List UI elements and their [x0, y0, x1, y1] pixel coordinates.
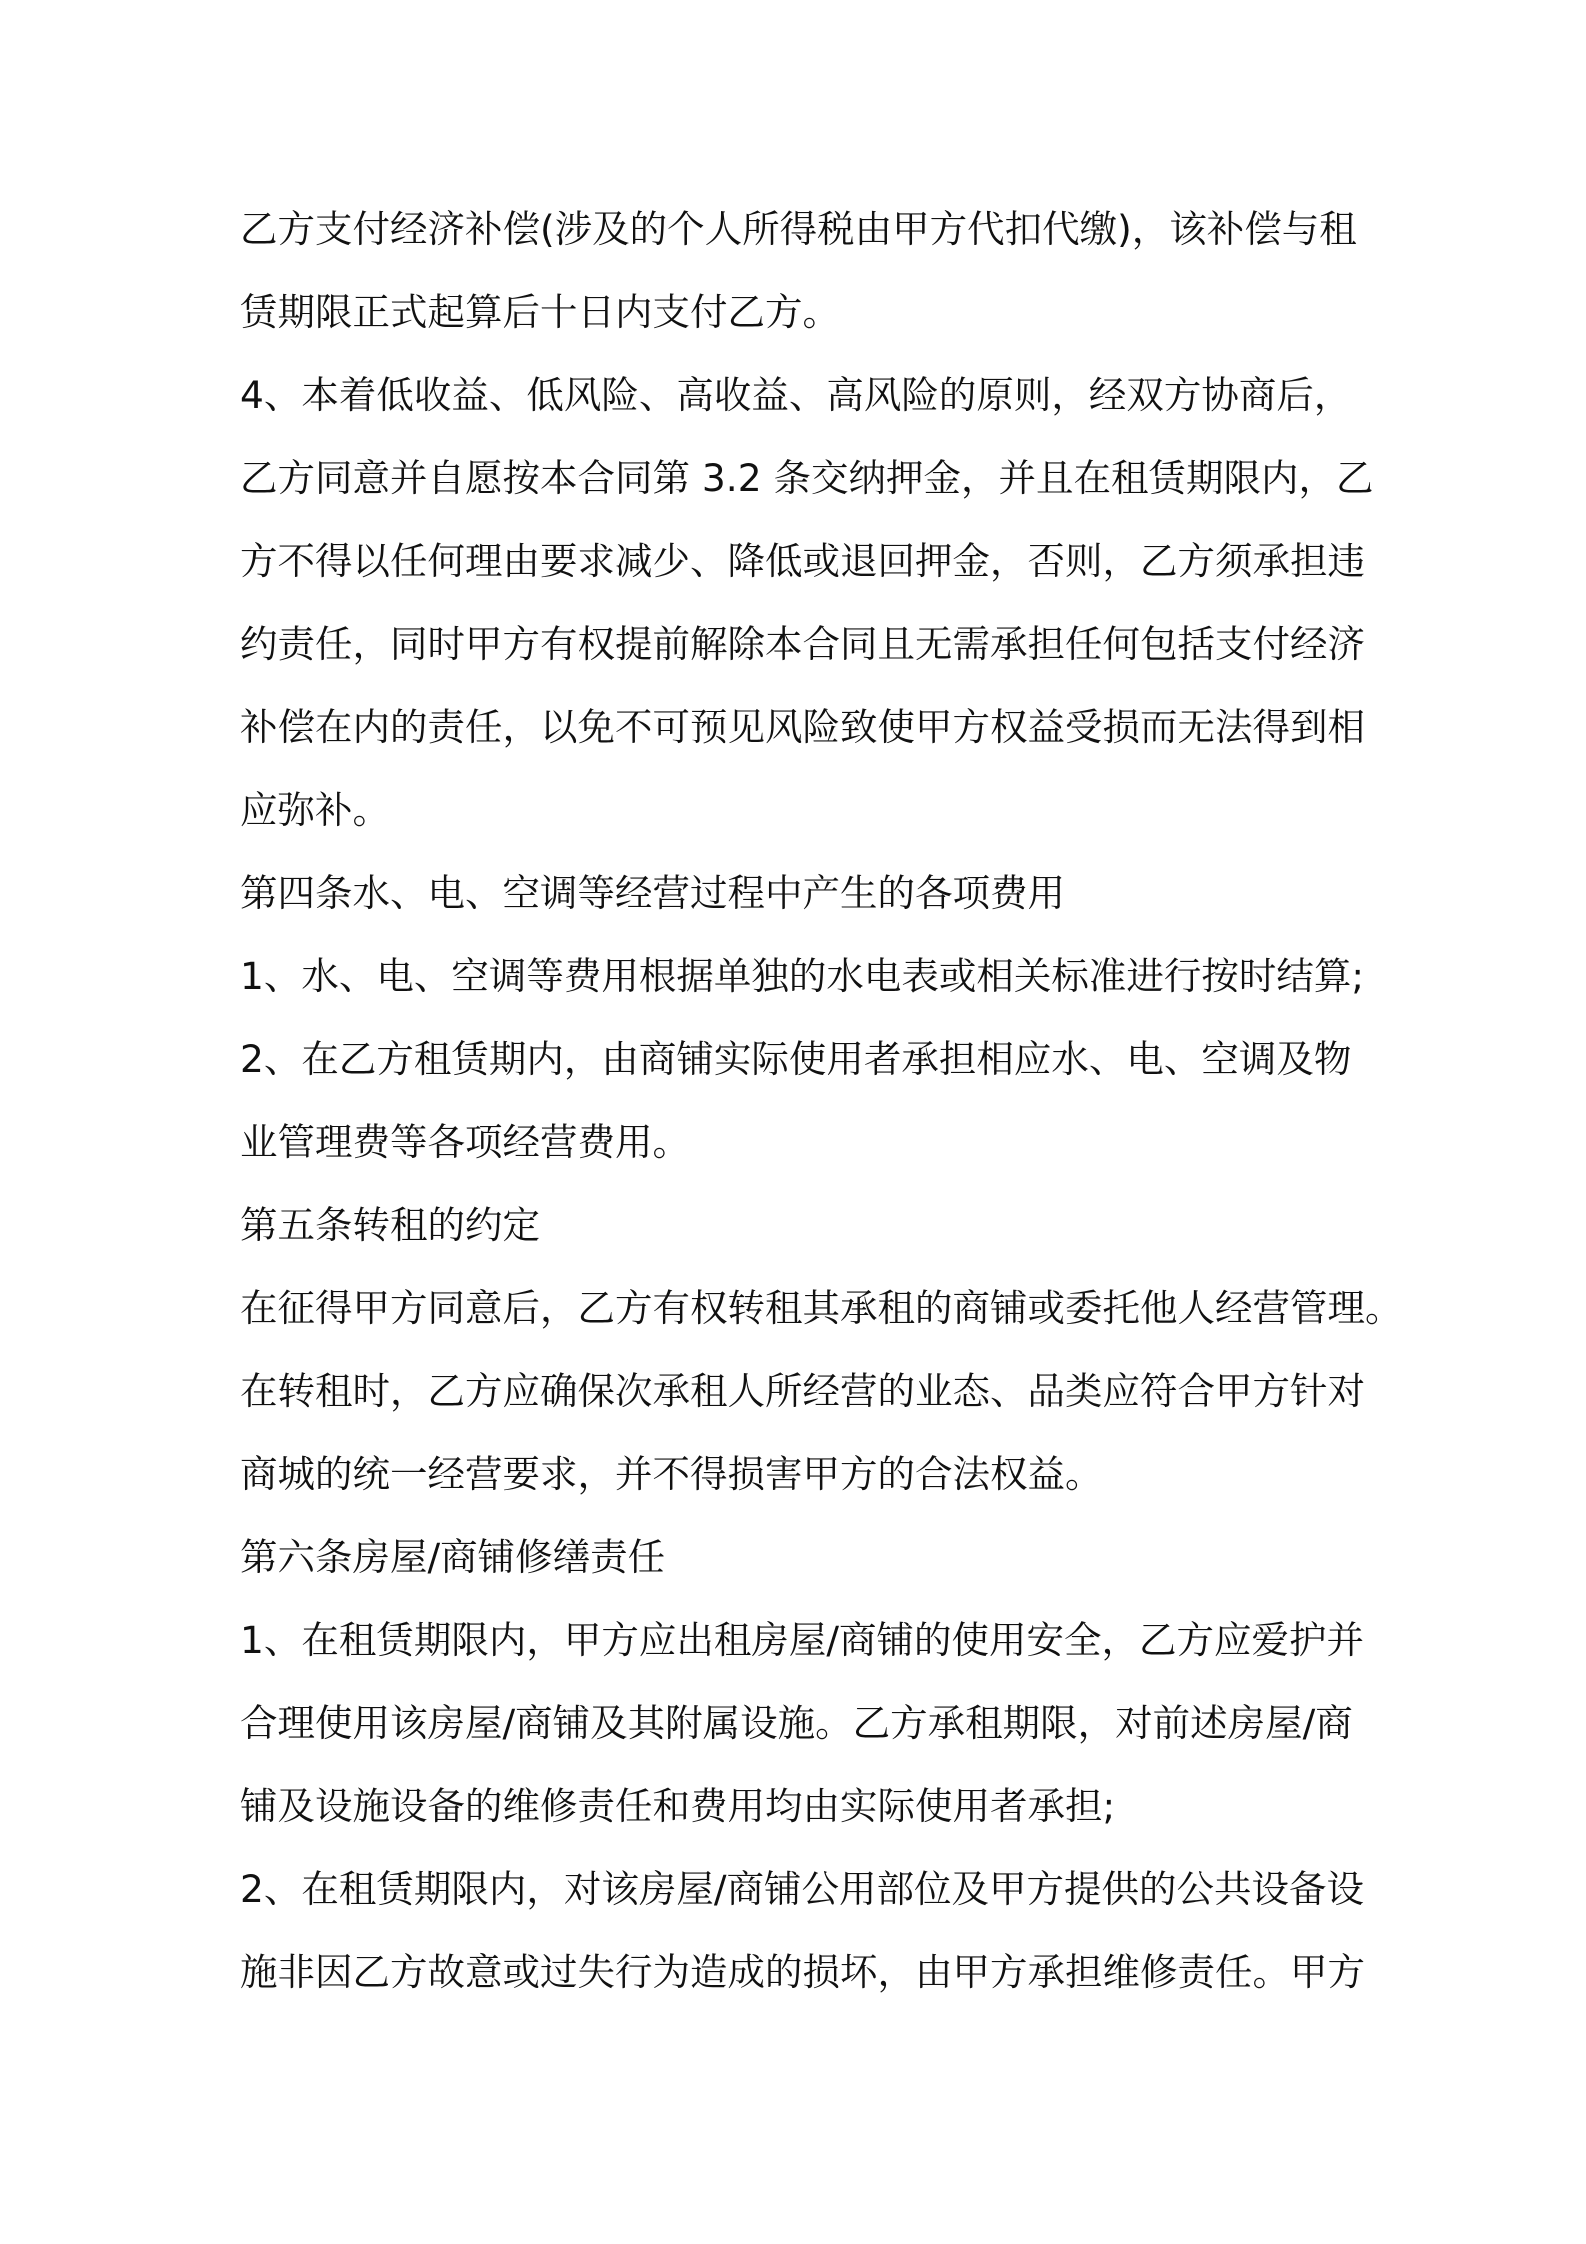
text-line: 4、本着低收益、低风险、高收益、高风险的原则，经双方协商后，	[240, 373, 1352, 417]
text-line: 合理使用该房屋/商铺及其附属设施。乙方承租期限，对前述房屋/商	[240, 1701, 1353, 1745]
text-line: 铺及设施设备的维修责任和费用均由实际使用者承担;	[240, 1784, 1116, 1828]
text-line: 在征得甲方同意后，乙方有权转租其承租的商铺或委托他人经营管理。	[240, 1286, 1403, 1330]
text-line: 1、在租赁期限内，甲方应出租房屋/商铺的使用安全，乙方应爱护并	[240, 1618, 1364, 1662]
text-line: 1、水、电、空调等费用根据单独的水电表或相关标准进行按时结算;	[240, 954, 1364, 998]
text-line: 2、在乙方租赁期内，由商铺实际使用者承担相应水、电、空调及物	[240, 1037, 1352, 1081]
section-heading: 第四条水、电、空调等经营过程中产生的各项费用	[240, 871, 1065, 915]
document-body	[240, 195, 1403, 2021]
section-heading: 第五条转租的约定	[240, 1203, 540, 1247]
text-line: 补偿在内的责任，以免不可预见风险致使甲方权益受损而无法得到相	[240, 705, 1365, 749]
text-line: 商城的统一经营要求，并不得损害甲方的合法权益。	[240, 1452, 1103, 1496]
section-heading: 第六条房屋/商铺修缮责任	[240, 1535, 666, 1579]
text-line: 约责任，同时甲方有权提前解除本合同且无需承担任何包括支付经济	[240, 622, 1365, 666]
text-line: 乙方支付经济补偿(涉及的个人所得税由甲方代扣代缴)，该补偿与租	[240, 207, 1357, 251]
text-line: 方不得以任何理由要求减少、降低或退回押金，否则，乙方须承担违	[240, 539, 1365, 583]
text-line: 2、在租赁期限内，对该房屋/商铺公用部位及甲方提供的公共设备设	[240, 1867, 1364, 1911]
text-line: 业管理费等各项经营费用。	[240, 1120, 690, 1164]
text-line: 乙方同意并自愿按本合同第 3.2 条交纳押金，并且在租赁期限内，乙	[240, 456, 1374, 500]
text-line: 应弥补。	[240, 788, 390, 832]
text-line: 施非因乙方故意或过失行为造成的损坏，由甲方承担维修责任。甲方	[240, 1950, 1365, 1994]
text-line: 赁期限正式起算后十日内支付乙方。	[240, 290, 840, 334]
text-line: 在转租时，乙方应确保次承租人所经营的业态、品类应符合甲方针对	[240, 1369, 1365, 1413]
